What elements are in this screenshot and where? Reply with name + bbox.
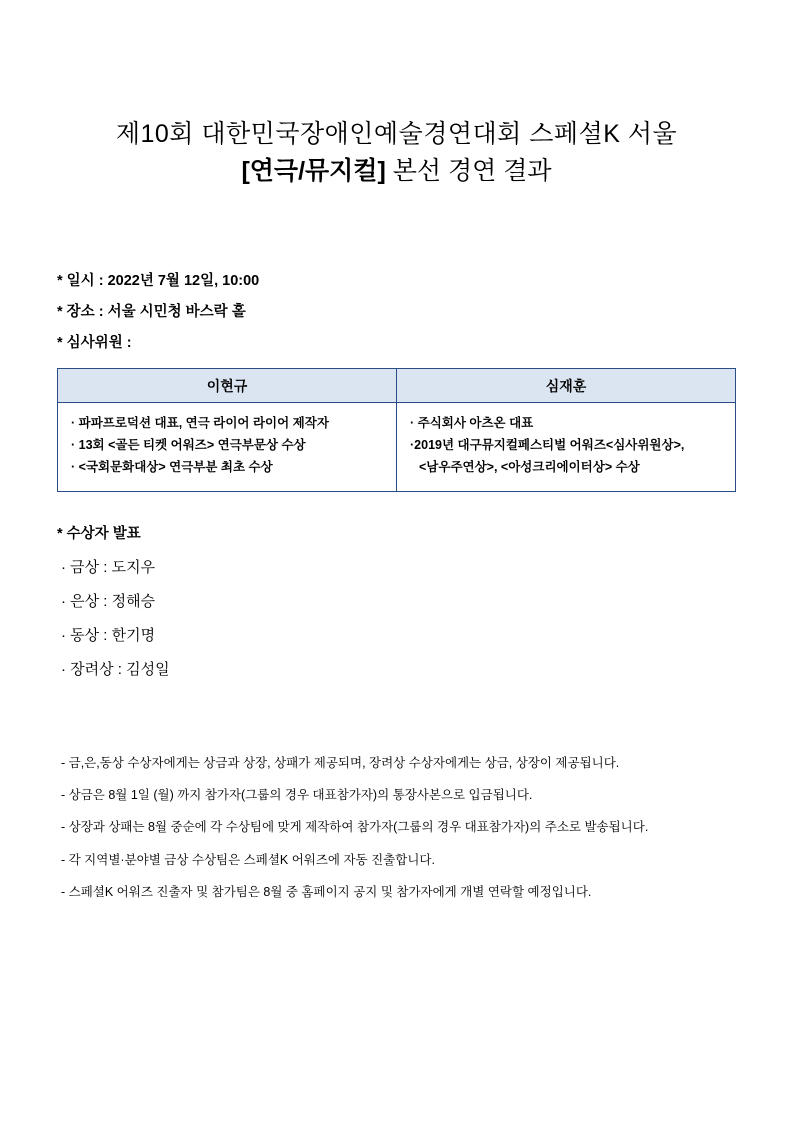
judge-profile-1 [58, 403, 397, 492]
event-info [57, 266, 736, 360]
winner-bronze: · 동상 : 한기명 [61, 626, 156, 644]
title-category: [연극/뮤지컬] [241, 156, 386, 185]
title-line-1: 제10회 대한민국장애인예술경연대회 스페셜K 서울 [115, 120, 678, 148]
event-place: * 장소 : 서울 시민청 바스락 홀 [57, 303, 246, 320]
winner-gold: · 금상 : 도지우 [61, 558, 156, 576]
winner-encouragement: · 장려상 : 김성일 [61, 660, 170, 678]
document-title [57, 0, 736, 189]
note-item: - 상금은 8월 1일 (월) 까지 참가자(그룹의 경우 대표참가자)의 통장사본으로 입금됩니다. [61, 788, 533, 803]
judge-name-2: 심재훈 [397, 369, 736, 403]
table-row [58, 403, 736, 492]
title-suffix: 본선 경연 결과 [385, 156, 552, 185]
note-item: - 금,은,동상 수상자에게는 상금과 상장, 상패가 제공되며, 장려상 수상자에게는 상금, 상장이 제공됩니다. [61, 755, 620, 770]
event-date: * 일시 : 2022년 7월 12일, 10:00 [57, 272, 260, 289]
judge-credential: · 파파프로덕션 대표, 연극 라이어 라이어 제작자 [71, 416, 329, 431]
judge-credential: · 13회 <골든 티켓 어워즈> 연극부문상 수상 [71, 437, 306, 452]
title-line-2 [57, 155, 736, 189]
winners-heading: * 수상자 발표 [57, 525, 141, 542]
judge-profile-2 [397, 403, 736, 492]
notes-section [57, 754, 736, 903]
judge-name-1: 이현규 [58, 369, 397, 403]
judge-credential: · <국회문화대상> 연극부분 최초 수상 [71, 459, 273, 474]
winner-silver: · 은상 : 정해승 [61, 592, 156, 610]
table-header-row [58, 369, 736, 403]
judge-credential [410, 435, 722, 479]
note-item: - 스페셜K 어워즈 진출자 및 참가팀은 8월 중 홈페이지 공지 및 참가자에게 개별 연락할 예정입니다. [61, 885, 592, 900]
note-item: - 상장과 상패는 8월 중순에 각 수상팀에 맞게 제작하여 참가자(그룹의 경우 대표참가자)의 주소로 발송됩니다. [61, 820, 649, 835]
judge-credential: · 주식회사 아츠온 대표 [410, 416, 534, 431]
judges-table [57, 368, 736, 492]
judges-label: * 심사위원 : [57, 334, 132, 351]
judge-credential-main: ·2019년 대구뮤지컬페스티벌 어워즈<심사위원상>, [410, 437, 685, 452]
judge-credential-continued: <남우주연상>, <아성크리에이터상> 수상 [419, 459, 640, 474]
note-item: - 각 지역별·분야별 금상 수상팀은 스페셜K 어워즈에 자동 진출합니다. [61, 852, 435, 867]
